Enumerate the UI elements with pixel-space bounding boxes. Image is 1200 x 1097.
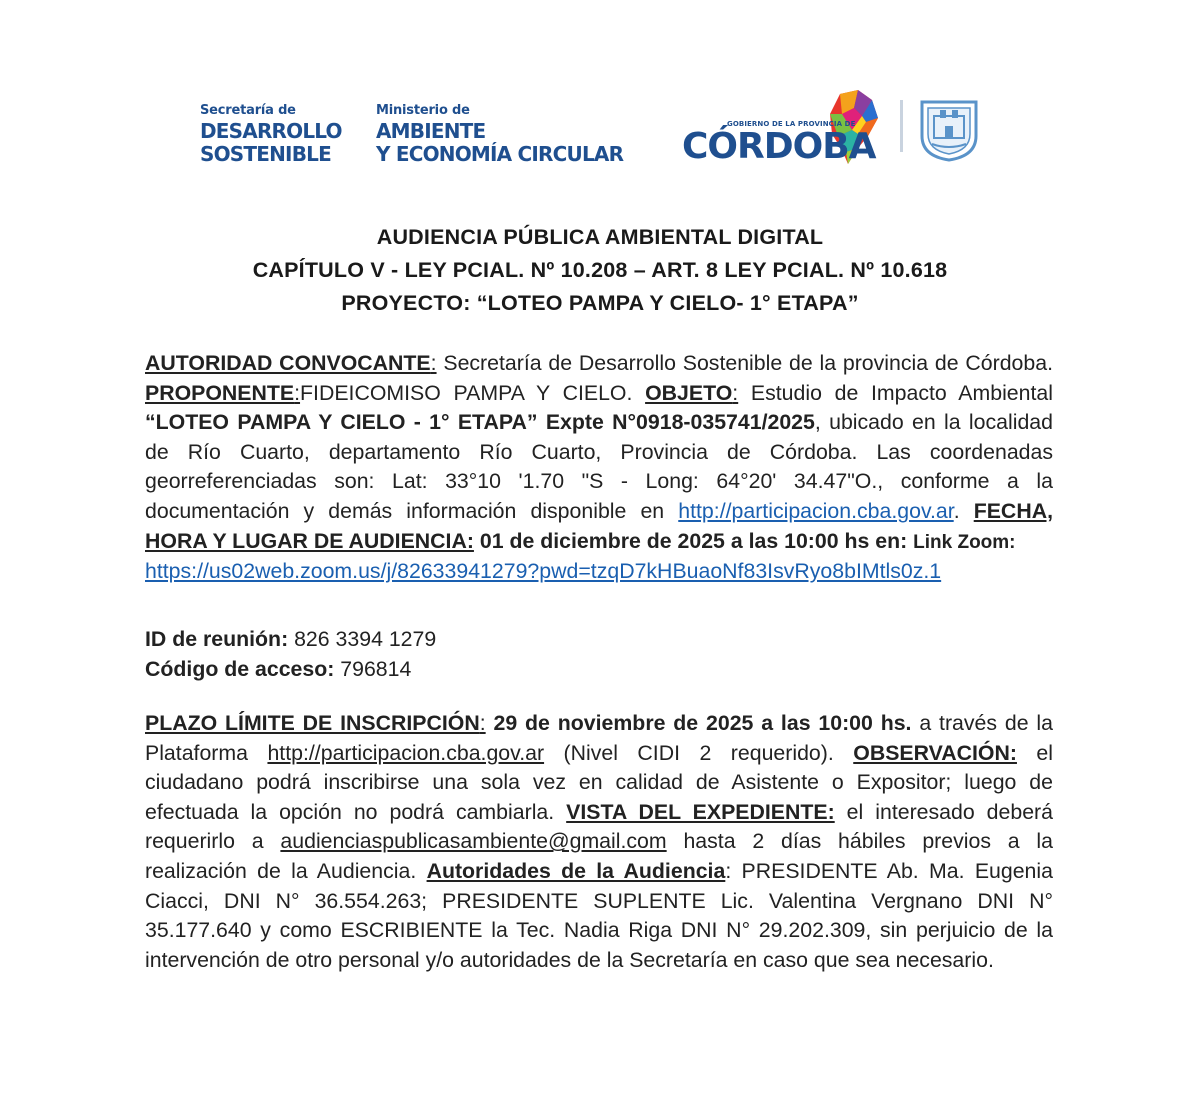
title-line: AUDIENCIA PÚBLICA AMBIENTAL DIGITAL	[376, 225, 824, 249]
logo-text: AMBIENTE	[376, 119, 486, 143]
fecha-value: 01 de diciembre de 2025 a las 10:00 hs en:	[473, 528, 914, 553]
observacion-label: OBSERVACIÓN:	[853, 740, 1017, 765]
plazo-value: 29 de noviembre de 2025 a las 10:00 hs.	[485, 711, 912, 735]
logo-text: DESARROLLO	[200, 119, 342, 143]
cidi-text: (Nivel CIDI 2 requerido).	[544, 740, 854, 765]
period: .	[953, 498, 974, 523]
proponente-text: FIDEICOMISO PAMPA Y CIELO.	[300, 380, 646, 405]
city-shield-icon	[918, 96, 980, 162]
objeto-text: Estudio de Impacto Ambiental	[738, 380, 1053, 405]
logo-text: SOSTENIBLE	[200, 142, 331, 166]
logo-text: Y ECONOMÍA CIRCULAR	[376, 142, 624, 166]
email-link[interactable]: audienciaspublicasambiente@gmail.com	[280, 829, 667, 854]
inscripcion-paragraph	[145, 709, 1053, 975]
vista-text-2: hasta 2 días hábiles previos a la realización de la Audiencia.	[145, 829, 1053, 883]
convocatoria-paragraph	[145, 349, 1053, 587]
secretaria-desarrollo-sostenible-logo	[200, 104, 342, 167]
document-titles	[0, 221, 1200, 320]
autoridad-text: Secretaría de Desarrollo Sostenible de la provincia de Córdoba.	[436, 351, 1053, 375]
meeting-id-value: 826 3394 1279	[288, 627, 437, 651]
colon: :	[479, 711, 486, 735]
access-code-label: Código de acceso:	[145, 656, 335, 681]
project-name: “LOTEO PAMPA Y CIELO - 1° ETAPA” Expte N°0918-035741/2025	[145, 410, 815, 435]
cordoba-subtitle: GOBIERNO DE LA PROVINCIA DE	[727, 120, 856, 128]
logo-text: Ministerio de	[376, 103, 470, 118]
logo-divider	[900, 100, 903, 152]
participacion-link[interactable]: http://participacion.cba.gov.ar	[678, 498, 954, 523]
meeting-id-row	[145, 625, 1053, 655]
colon: :	[294, 380, 301, 405]
title-line: PROYECTO: “LOTEO PAMPA Y CIELO- 1° ETAPA”	[341, 291, 859, 315]
zoom-link[interactable]: https://us02web.zoom.us/j/82633941279?pwd=tzqD7kHBuaoNf83IsvRyo8bIMtls0z.1	[145, 559, 942, 584]
access-code-value: 796814	[334, 656, 412, 681]
autoridad-label: AUTORIDAD CONVOCANTE	[145, 351, 431, 375]
autoridades-label: Autoridades de la Audiencia	[426, 858, 726, 883]
title-line: CAPÍTULO V - LEY PCIAL. Nº 10.208 – ART. 8 LEY PCIAL. Nº 10.618	[252, 258, 948, 282]
ministerio-ambiente-logo	[376, 104, 623, 167]
meeting-id-label: ID de reunión:	[145, 627, 289, 651]
colon: :	[430, 351, 437, 375]
participacion-link[interactable]: http://participacion.cba.gov.ar	[267, 740, 545, 765]
vista-label: VISTA DEL EXPEDIENTE:	[566, 799, 835, 824]
objeto-label: OBJETO	[645, 380, 733, 405]
proponente-label: PROPONENTE	[145, 380, 295, 405]
zoom-label: Link Zoom:	[913, 531, 1016, 553]
colon: :	[732, 380, 739, 405]
cordoba-wordmark: CÓRDOBA	[682, 126, 876, 167]
location-text: , ubicado en la localidad de Río Cuarto, departamento Río Cuarto, Provincia de Córdoba. Las coordenadas georreferenciadas son: Lat: 33°10 '1.70 "S - Long: 64°20' 34.47"O., conforme a la documentación y demás información disponible en	[145, 410, 1053, 523]
observacion-text: el ciudadano podrá inscribirse una sola vez en calidad de Asistente o Expositor; luego de efectuada la opción no podrá cambiarla.	[145, 740, 1053, 824]
autoridades-text: : PRESIDENTE Ab. Ma. Eugenia Ciacci, DNI N° 36.554.263; PRESIDENTE SUPLENTE Lic. Valentina Vergnano DNI N° 35.177.640 y como ESCRIBIENTE la Tec. Nadia Riga DNI N° 29.202.309, sin perjuicio de la intervención de otro personal y/o autoridades de la Secretaría en caso que sea necesario.	[145, 858, 1053, 972]
access-code-row	[145, 655, 1053, 685]
plazo-label: PLAZO LÍMITE DE INSCRIPCIÓN	[145, 711, 480, 735]
vista-text: el interesado deberá requerirlo a	[145, 799, 1053, 854]
fecha-label: FECHA, HORA Y LUGAR DE AUDIENCIA:	[145, 498, 1053, 553]
logo-text: Secretaría de	[200, 103, 296, 118]
plazo-text: a través de la Plataforma	[145, 711, 1053, 765]
meeting-details	[145, 625, 1053, 684]
